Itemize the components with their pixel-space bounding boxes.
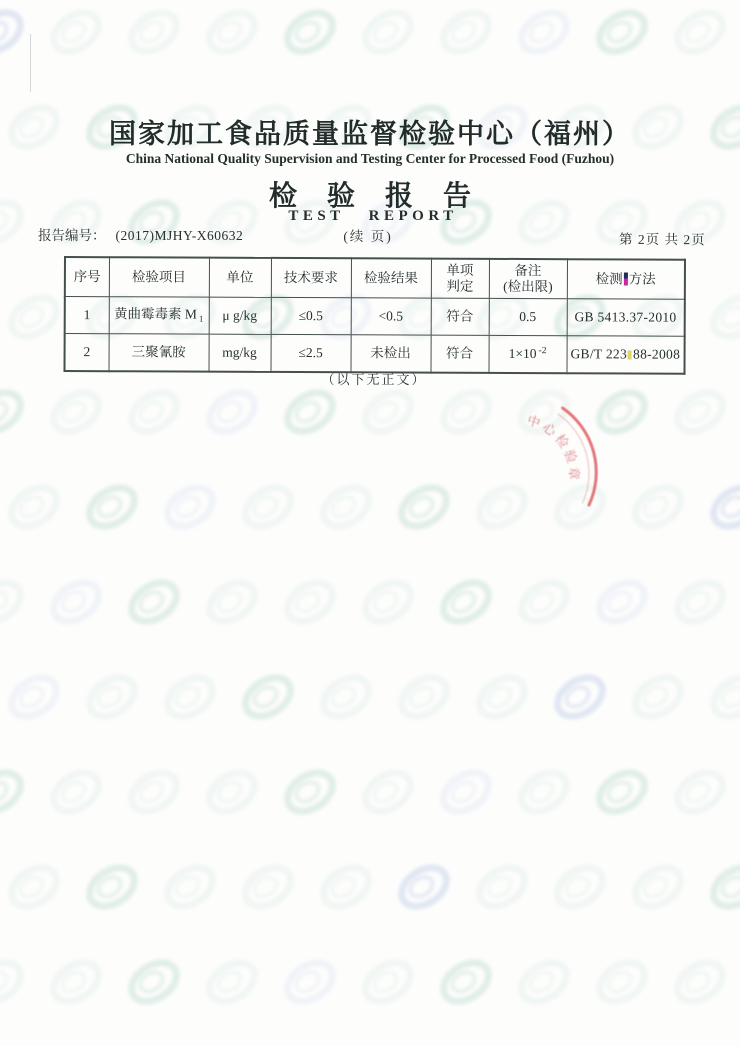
org-title-en: China National Quality Supervision and Testing Center for Processed Food (Fuzhou) (125, 151, 615, 166)
cell-unit: mg/kg (208, 334, 270, 372)
col-header-no: 序号 (65, 257, 109, 297)
col-header-judgement-line1: 单项 (446, 263, 474, 279)
cell-requirement: ≤0.5 (271, 297, 351, 334)
col-header-method-left: 检测 (595, 270, 623, 287)
cell-no: 2 (64, 334, 108, 372)
col-header-remark-line2: (检出限) (503, 278, 553, 295)
report-number-label: 报告编号： (38, 228, 106, 243)
cell-method: GB 5413.37-2010 (567, 299, 685, 337)
col-header-result: 检验结果 (351, 258, 431, 298)
results-table (63, 256, 686, 375)
stamp-text: 中心检验章 (525, 412, 582, 484)
col-header-method-right: 方法 (628, 271, 656, 287)
cell-unit: μ g/kg (209, 297, 271, 334)
cell-item: 三聚氰胺 (108, 334, 208, 372)
scan-artifact-magenta (624, 272, 628, 285)
cell-remark-base: 1×10 (508, 345, 537, 361)
report-title-en: TEST REPORT (288, 208, 458, 224)
cell-remark (488, 335, 566, 373)
cell-remark-exponent: -2 (538, 345, 547, 356)
cell-item (109, 297, 209, 334)
cell-remark: 0.5 (489, 298, 567, 335)
cell-method-left: GB/T 223 (570, 345, 628, 362)
report-number (38, 224, 243, 244)
cell-requirement: ≤2.5 (270, 334, 350, 372)
table-row (64, 334, 684, 374)
col-header-method (567, 259, 685, 299)
col-header-unit: 单位 (209, 258, 271, 298)
col-header-requirement: 技术要求 (271, 258, 351, 298)
results-table-wrap (63, 256, 684, 375)
org-title-cn: 国家加工食品质量监督检验中心（福州） (109, 119, 631, 149)
continuation-note: (续 页) (343, 229, 393, 244)
cell-result: 未检出 (350, 335, 430, 373)
cell-method (566, 336, 684, 374)
report-meta-row (38, 224, 707, 248)
table-row (65, 297, 685, 337)
cell-no: 1 (65, 297, 109, 334)
col-header-item: 检验项目 (109, 257, 209, 297)
cell-method-right: 88-2008 (633, 346, 681, 362)
cell-result: <0.5 (351, 298, 431, 335)
report-number-value: (2017)MJHY-X60632 (115, 228, 244, 243)
table-header-row (65, 257, 685, 299)
report-title-cn: 检验报告 (268, 181, 501, 212)
cell-judgement: 符合 (430, 335, 488, 373)
col-header-remark (489, 259, 567, 299)
scan-artifact-line (30, 34, 31, 92)
col-header-judgement (431, 259, 489, 299)
cell-judgement: 符合 (431, 298, 489, 335)
cell-item-subscript: 1 (198, 313, 204, 324)
page-indicator: 第 2页 共 2页 (619, 231, 707, 248)
col-header-judgement-line2: 判定 (446, 278, 474, 294)
end-of-text-note: （以下无正文） (321, 372, 427, 387)
cell-item-name: 黄曲霉毒素 M (114, 306, 197, 322)
scan-artifact-yellow (628, 350, 632, 359)
col-header-remark-line1: 备注 (514, 263, 542, 279)
